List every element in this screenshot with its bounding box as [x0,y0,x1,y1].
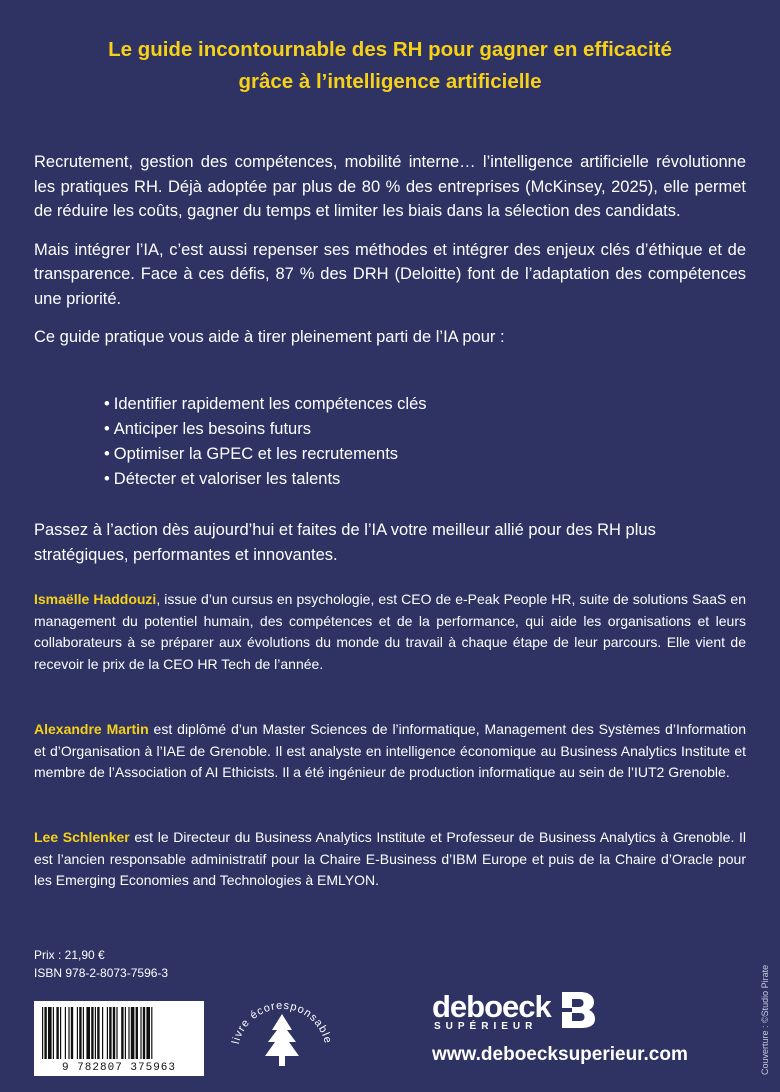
barcode-bar [71,1007,73,1059]
cover-credit: Couverture : ©Studio Pirate [760,964,770,1075]
barcode-bar [113,1007,115,1059]
barcode-bar [107,1007,108,1059]
barcode-bar [109,1007,111,1059]
list-item: • Anticiper les besoins futurs [104,417,704,442]
publisher-subtitle: SUPÉRIEUR [434,1021,538,1032]
author-name: Alexandre Martin [34,721,149,737]
barcode [34,1001,204,1076]
author-name: Ismaëlle Haddouzi [34,591,157,607]
barcode-bar [97,1007,99,1059]
barcode-bar [68,1007,69,1059]
barcode-bar [56,1007,58,1059]
eco-label-text: livre écoresponsable [230,999,335,1046]
eco-label-icon [222,992,342,1084]
author-bio-3 [34,827,746,892]
list-item: • Optimiser la GPEC et les recrutements [104,442,704,467]
barcode-number: 9 782807 375963 [61,1062,177,1074]
publisher-website[interactable]: www.deboecksuperieur.com [432,1044,688,1065]
barcode-bar [102,1007,103,1059]
barcode-bar [95,1007,96,1059]
barcode-bars [40,1007,198,1059]
publisher-b-icon [560,990,596,1030]
barcode-bar [136,1007,138,1059]
barcode-bar [48,1007,52,1059]
price: Prix : 21,90 € [34,948,105,962]
author-bio-1 [34,589,746,675]
publisher-wordmark: deboeck [432,989,551,1024]
barcode-bar [143,1007,145,1059]
price-block [34,946,168,982]
cover-title [0,34,780,98]
barcode-bar [60,1007,61,1059]
author-bio-text: , issue d’un cursus en psychologie, est CEO de e-Peak People HR, suite de solutions SaaS en management du potentiel humain, des compétences et de la performance, qui aide les organisations et leurs collaborateurs à se préparer aux évolutions du monde du travail à chaque étape de leur parcours. Elle vient de recevoir le prix de la CEO HR Tech de l’année. [34,591,746,672]
barcode-bar [79,1007,81,1059]
isbn: ISBN 978-2-8073-7596-3 [34,966,169,980]
list-item: • Détecter et valoriser les talents [104,467,704,492]
author-bio-text: est diplômé d’un Master Sciences de l’informatique, Management des Systèmes d’Information et d’Organisation à l’IAE de Grenoble. Il est analyste en intelligence économique au Business Analytics Institute et membre de l’Association of AI Ethicists. Il a été ingénieur de production informatique au sein de l’IUT2 Grenoble. [34,721,746,781]
barcode-bar [116,1007,117,1059]
barcode-bar [83,1007,84,1059]
barcode-bar [128,1007,129,1059]
barcode-bar [125,1007,126,1059]
list-item: • Identifier rapidement les compétences clés [104,392,704,417]
barcode-bar [86,1007,90,1059]
title-line-1: Le guide incontournable des RH pour gagner en efficacité [108,38,672,61]
call-to-action: Passez à l’action dès aujourd’hui et faites de l’IA votre meilleur allié pour des RH plus stratégiques, performantes et innovantes. [34,521,656,564]
barcode-bar [91,1007,93,1059]
publisher-logo [432,990,632,1034]
author-bio-text: est le Directeur du Business Analytics Institute et Professeur de Business Analytics à Grenoble. Il est l’ancien responsable administratif pour la Chaire E-Business d’IBM Europe et puis de la Chaire d’Oracle pour les Emerging Economies and Technologies à EMLYON. [34,829,746,889]
barcode-bar [65,1007,66,1059]
barcode-bar [44,1007,46,1059]
intro-paragraph-2: Mais intégrer l’IA, c’est aussi repenser ses méthodes et intégrer des enjeux clés d’éthique et de transparence. Face à ces défis, 87 % des DRH (Deloitte) font de l’adaptation des compétences une priorité. [34,240,746,308]
title-line-2: grâce à l’intelligence artificielle [238,70,542,93]
benefits-list [104,392,704,492]
barcode-bar [131,1007,135,1059]
barcode-bar [121,1007,123,1059]
barcode-bar [42,1007,43,1059]
barcode-bar [146,1007,150,1059]
intro-paragraph-1: Recrutement, gestion des compétences, mobilité interne… l’intelligence artificielle révolutionne les pratiques RH. Déjà adoptée par plus de 80 % des entreprises (McKinsey, 2025), elle permet de réduire les coûts, gagner du temps et limiter les biais dans la sélection des candidats. [34,153,746,220]
author-name: Lee Schlenker [34,829,130,845]
author-bio-2 [34,719,746,784]
intro-paragraph-3: Ce guide pratique vous aide à tirer pleinement parti de l’IA pour : [34,328,505,346]
barcode-bar [151,1007,152,1059]
barcode-bar [53,1007,54,1059]
tree-icon [265,1014,299,1066]
intro-section [34,150,746,364]
barcode-bar [77,1007,78,1059]
barcode-bar [140,1007,141,1059]
